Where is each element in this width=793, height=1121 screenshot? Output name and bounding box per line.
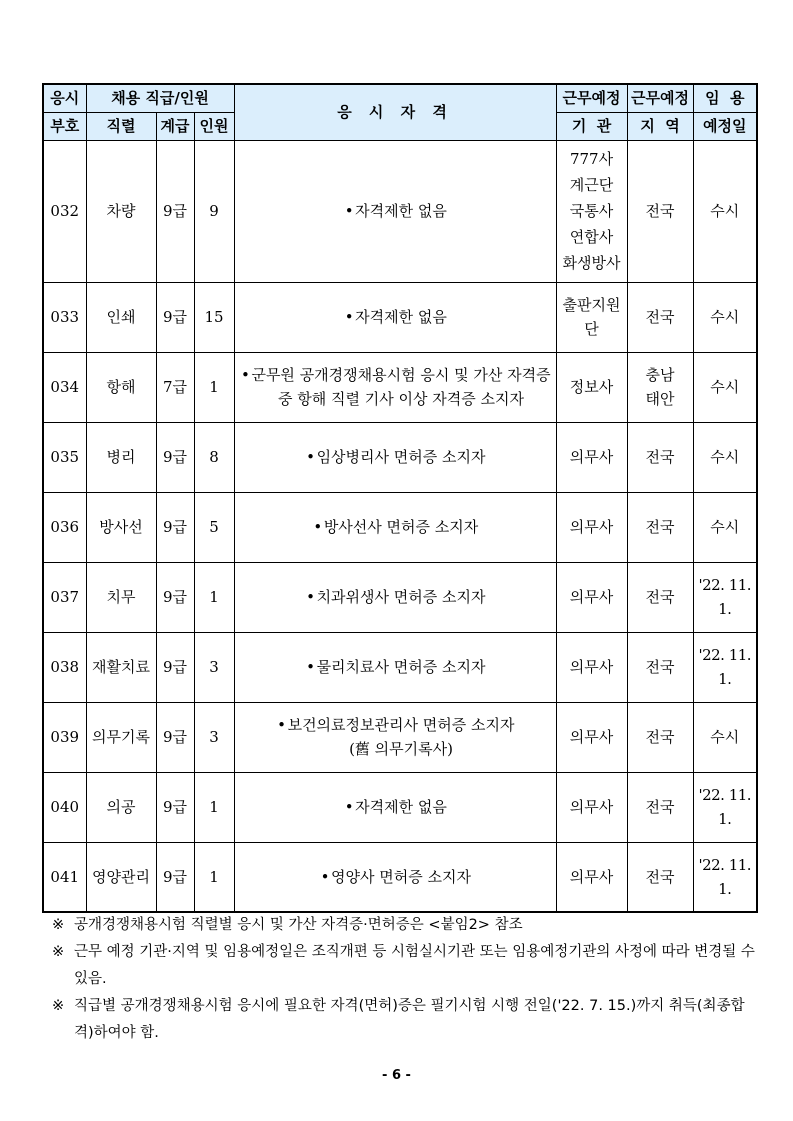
qualification-item: • 자격제한 없음 [235,199,556,223]
cell-job: 방사선 [86,492,156,562]
cell-region [627,632,693,702]
agency-line: 출판지원단 [562,296,621,338]
table-row [43,702,757,772]
cell-count: 8 [194,422,234,492]
bullet-icon: • [320,867,330,886]
table-row [43,140,757,282]
recruitment-table [42,83,758,913]
bullet-icon: • [306,658,315,676]
region-line: 전국 [645,308,675,326]
footnote: ※ 근무 예정 기관·지역 및 임용예정일은 조직개편 등 시험실시기관 또는 임용예정기관의 사정에 따라 변경될 수 있음. [52,939,758,993]
cell-grade: 9급 [156,562,194,632]
cell-count: 3 [194,632,234,702]
bullet-icon: • [344,308,354,326]
cell-count: 5 [194,492,234,562]
region-line: 전국 [645,588,675,606]
cell-job: 영양관리 [86,842,156,912]
cell-appoint-date: 수시 [693,352,757,422]
qualification-item: • 자격제한 없음 [235,305,556,329]
region-line: 전국 [645,798,675,816]
table-row [43,492,757,562]
cell-job: 차량 [86,140,156,282]
table-row [43,772,757,842]
cell-count: 1 [194,352,234,422]
bullet-icon: • [277,716,286,734]
qualification-item: • 군무원 공개경쟁채용시험 응시 및 가산 자격증 중 항해 직렬 기사 이상 자격증 소지자 [235,363,556,411]
header-exam-no-1: 응시 [43,84,86,112]
cell-appoint-date: 수시 [693,140,757,282]
cell-agency [556,140,627,282]
agency-line: 777사 [569,150,614,168]
cell-appoint-date: '22. 11. 1. [693,772,757,842]
header-appoint-2: 예정일 [693,112,757,140]
agency-line: 의무사 [569,518,614,536]
agency-line: 정보사 [569,378,614,396]
cell-qualification [234,282,556,352]
cell-count: 9 [194,140,234,282]
header-recruit-group: 채용 직급/인원 [86,84,234,112]
cell-grade: 7급 [156,352,194,422]
cell-job: 의공 [86,772,156,842]
cell-exam-no: 036 [43,492,86,562]
table-row [43,842,757,912]
qualification-item: • 영양사 면허증 소지자 [235,865,556,889]
cell-agency [556,772,627,842]
cell-exam-no: 038 [43,632,86,702]
cell-count: 15 [194,282,234,352]
header-region-2: 지 역 [627,112,693,140]
region-line: 전국 [645,658,675,676]
region-line: 전국 [645,202,675,220]
cell-qualification [234,492,556,562]
bullet-icon: • [344,202,354,220]
cell-qualification [234,842,556,912]
cell-count: 3 [194,702,234,772]
agency-line: 의무사 [569,448,614,466]
header-region-1: 근무예정 [627,84,693,112]
cell-grade: 9급 [156,772,194,842]
cell-region [627,282,693,352]
cell-qualification [234,422,556,492]
cell-agency [556,562,627,632]
cell-appoint-date: '22. 11. 1. [693,632,757,702]
table-row [43,282,757,352]
cell-appoint-date: 수시 [693,492,757,562]
agency-line: 의무사 [569,728,614,746]
qualification-item: • 치과위생사 면허증 소지자 [235,585,556,609]
agency-line: 계근단 [569,176,614,194]
cell-agency [556,422,627,492]
header-count: 인원 [194,112,234,140]
header-grade: 계급 [156,112,194,140]
cell-grade: 9급 [156,282,194,352]
cell-qualification [234,562,556,632]
cell-grade: 9급 [156,140,194,282]
header-agency-2: 기 관 [556,112,627,140]
cell-exam-no: 033 [43,282,86,352]
region-line: 전국 [645,728,675,746]
cell-appoint-date: 수시 [693,702,757,772]
cell-count: 1 [194,772,234,842]
region-line: 전국 [645,867,675,886]
cell-grade: 9급 [156,632,194,702]
header-agency-1: 근무예정 [556,84,627,112]
qualification-item: • 물리치료사 면허증 소지자 [235,655,556,679]
qualification-note: (舊 의무기록사) [349,740,453,758]
cell-job: 인쇄 [86,282,156,352]
table-row [43,422,757,492]
cell-appoint-date: '22. 11. 1. [693,842,757,912]
cell-exam-no: 032 [43,140,86,282]
agency-line: 국통사 [569,202,614,220]
reference-mark-icon: ※ [52,917,65,933]
region-line: 전국 [645,448,675,466]
cell-region [627,352,693,422]
cell-exam-no: 040 [43,772,86,842]
cell-count: 1 [194,562,234,632]
cell-count: 1 [194,842,234,912]
cell-appoint-date: 수시 [693,282,757,352]
cell-qualification [234,352,556,422]
bullet-icon: • [306,588,315,606]
cell-agency [556,842,627,912]
region-line: 태안 [645,390,675,408]
cell-agency [556,282,627,352]
cell-region [627,702,693,772]
cell-qualification [234,702,556,772]
cell-job: 치무 [86,562,156,632]
cell-appoint-date: '22. 11. 1. [693,562,757,632]
qualification-item: • 방사선사 면허증 소지자 [235,515,556,539]
cell-agency [556,632,627,702]
cell-agency [556,352,627,422]
qualification-item: • 임상병리사 면허증 소지자 [235,445,556,469]
agency-line: 화생방사 [562,254,621,272]
cell-region [627,422,693,492]
cell-appoint-date: 수시 [693,422,757,492]
bullet-icon: • [313,518,323,536]
cell-qualification [234,632,556,702]
agency-line: 연합사 [569,228,614,246]
region-line: 충남 [645,366,675,384]
cell-region [627,842,693,912]
cell-grade: 9급 [156,422,194,492]
cell-region [627,492,693,562]
cell-exam-no: 039 [43,702,86,772]
bullet-icon: • [344,798,354,816]
agency-line: 의무사 [569,798,614,816]
reference-mark-icon: ※ [52,944,65,960]
cell-grade: 9급 [156,492,194,562]
cell-region [627,140,693,282]
cell-region [627,772,693,842]
footnotes [52,912,758,1047]
header-appoint-1: 임 용 [693,84,757,112]
header-exam-no-2: 부호 [43,112,86,140]
cell-exam-no: 037 [43,562,86,632]
cell-agency [556,492,627,562]
cell-qualification [234,140,556,282]
table-row [43,562,757,632]
table-row [43,352,757,422]
header-qualification: 응 시 자 격 [234,84,556,140]
cell-region [627,562,693,632]
header-job: 직렬 [86,112,156,140]
cell-grade: 9급 [156,702,194,772]
bullet-icon: • [306,448,315,466]
cell-job: 병리 [86,422,156,492]
agency-line: 의무사 [569,867,614,886]
qualification-item: • 보건의료정보관리사 면허증 소지자 [235,713,556,737]
reference-mark-icon: ※ [52,998,65,1014]
region-line: 전국 [645,518,675,536]
footnote: ※ 직급별 공개경쟁채용시험 응시에 필요한 자격(면허)증은 필기시험 시행 전일('22. 7. 15.)까지 취득(최종합격)하여야 함. [52,993,758,1047]
cell-exam-no: 041 [43,842,86,912]
agency-line: 의무사 [569,658,614,676]
bullet-icon: • [241,366,250,384]
cell-job: 재활치료 [86,632,156,702]
cell-exam-no: 035 [43,422,86,492]
page-number: - 6 - [382,1068,411,1083]
qualification-item: • 자격제한 없음 [235,795,556,819]
table-row [43,632,757,702]
cell-qualification [234,772,556,842]
cell-grade: 9급 [156,842,194,912]
cell-job: 의무기록 [86,702,156,772]
agency-line: 의무사 [569,588,614,606]
footnote: ※ 공개경쟁채용시험 직렬별 응시 및 가산 자격증·면허증은 <붙임2> 참조 [52,912,758,939]
cell-job: 항해 [86,352,156,422]
cell-agency [556,702,627,772]
cell-exam-no: 034 [43,352,86,422]
